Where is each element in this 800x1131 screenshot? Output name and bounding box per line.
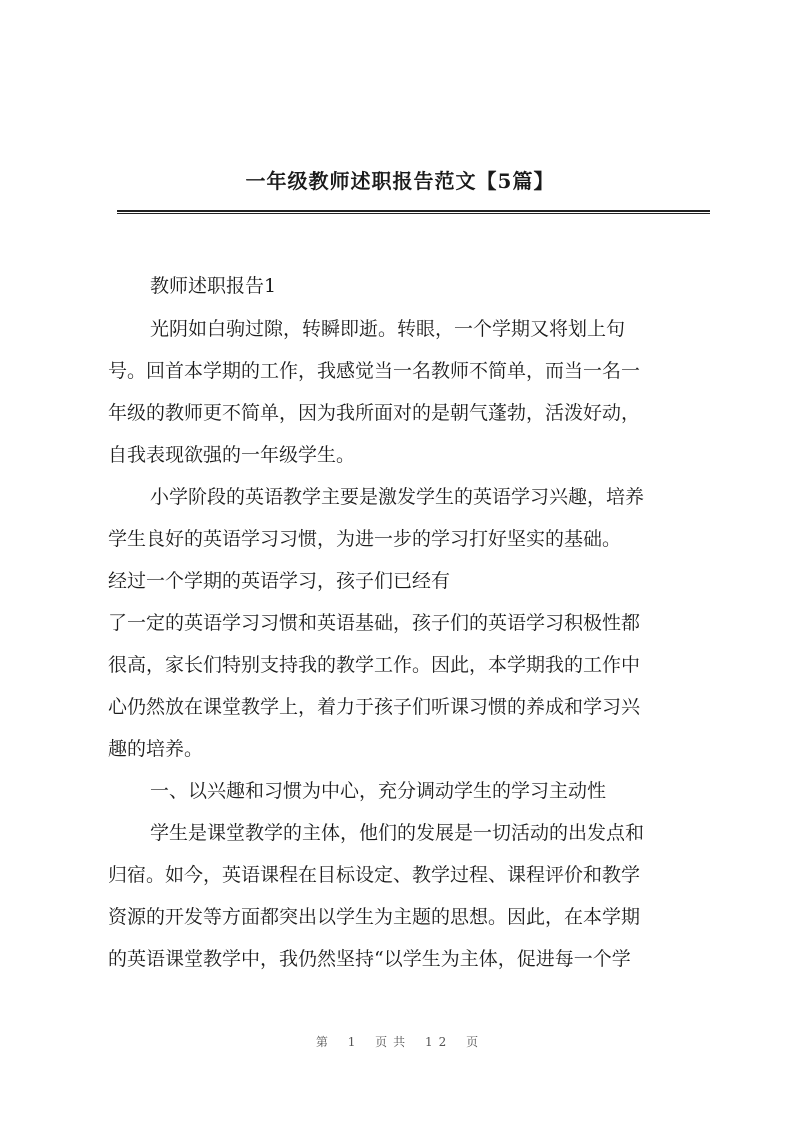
paragraph-line: 小学阶段的英语教学主要是激发学生的英语学习兴趣，培养: [150, 486, 645, 508]
page-number: 第 1 页共 12 页: [315, 1035, 485, 1049]
paragraph-line: 归宿。如今，英语课程在目标设定、教学过程、课程评价和教学: [108, 864, 641, 886]
subsection-heading: 一、以兴趣和习惯为中心，充分调动学生的学习主动性: [150, 780, 607, 802]
paragraph-line: 号。回首本学期的工作，我感觉当一名教师不简单，而当一名一: [108, 360, 641, 382]
document-title: 一年级教师述职报告范文【5篇】: [245, 169, 555, 193]
section-heading: 教师述职报告1: [150, 275, 277, 297]
title-divider: [117, 210, 710, 214]
paragraph-line: 年级的教师更不简单，因为我所面对的是朝气蓬勃，活泼好动，: [108, 402, 641, 424]
paragraph-line: 资源的开发等方面都突出以学生为主题的思想。因此，在本学期: [108, 906, 641, 928]
paragraph-line: 的英语课堂教学中，我仍然坚持“以学生为主体，促进每一个学: [108, 948, 631, 970]
paragraph-line: 光阴如白驹过隙，转瞬即逝。转眼，一个学期又将划上句: [150, 318, 626, 340]
paragraph-line: 很高，家长们特别支持我的教学工作。因此，本学期我的工作中: [108, 654, 641, 676]
paragraph-line: 经过一个学期的英语学习，孩子们已经有: [108, 570, 451, 592]
paragraph-line: 学生良好的英语学习习惯，为进一步的学习打好坚实的基础。: [108, 528, 622, 550]
paragraph-line: 学生是课堂教学的主体，他们的发展是一切活动的出发点和: [150, 822, 645, 844]
paragraph-line: 了一定的英语学习习惯和英语基础，孩子们的英语学习积极性都: [108, 612, 641, 634]
paragraph-line: 趣的培养。: [108, 738, 204, 760]
paragraph-line: 自我表现欲强的一年级学生。: [108, 444, 356, 466]
paragraph-line: 心仍然放在课堂教学上，着力于孩子们听课习惯的养成和学习兴: [108, 696, 641, 718]
